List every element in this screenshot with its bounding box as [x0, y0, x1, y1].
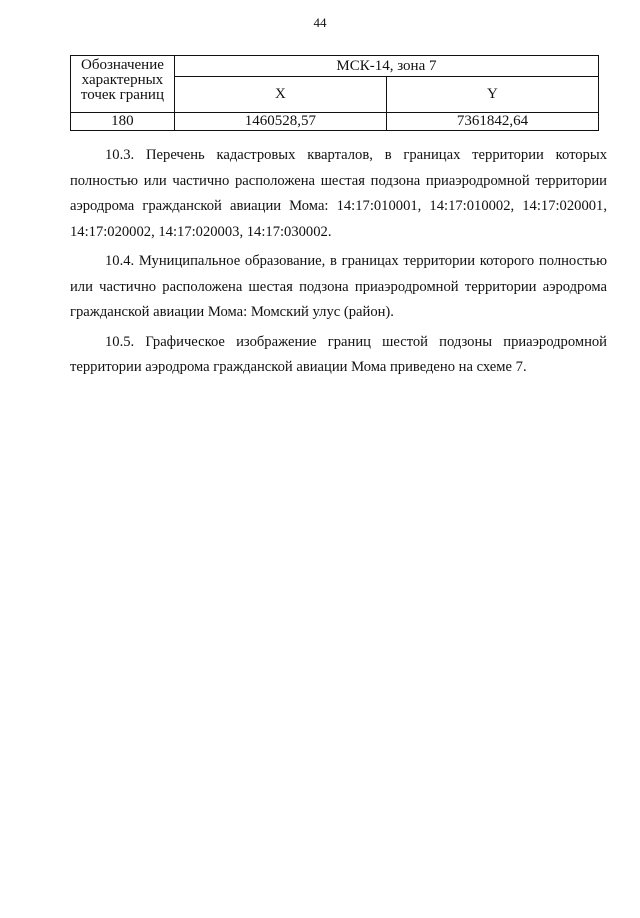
coordinate-system-header: МСК-14, зона 7	[174, 56, 598, 77]
table-header-row	[71, 56, 599, 77]
x-column-header: X	[174, 77, 386, 113]
table-row	[71, 113, 599, 131]
paragraph-10-4: 10.4. Муниципальное образование, в границах территории которого полностью или частично расположена шестая подзона приаэродромной территории аэродрома гражданской авиации Мома: Момский улус (район).	[70, 253, 607, 320]
x-value-cell: 1460528,57	[174, 113, 386, 131]
point-number-cell: 180	[71, 113, 175, 131]
y-value-cell: 7361842,64	[386, 113, 598, 131]
paragraph-10-5: 10.5. Графическое изображение границ шестой подзоны приаэродромной территории аэродрома гражданской авиации Мома приведено на схеме 7.	[70, 333, 607, 375]
point-designation-header: Обозначение характерных точек границ	[71, 56, 175, 113]
y-column-header: Y	[386, 77, 598, 113]
document-body	[70, 143, 607, 385]
coordinates-table	[70, 55, 599, 131]
page-number: 44	[313, 15, 327, 30]
paragraph-10-3: 10.3. Перечень кадастровых кварталов, в границах территории которых полностью или частично расположена шестая подзона приаэродромной территории аэродрома гражданской авиации Мома: 14:17:010001, 14:17:010002, 14:17:020001, 14:17:020002, 14:17:020003, 14:17:030002.	[70, 147, 607, 240]
